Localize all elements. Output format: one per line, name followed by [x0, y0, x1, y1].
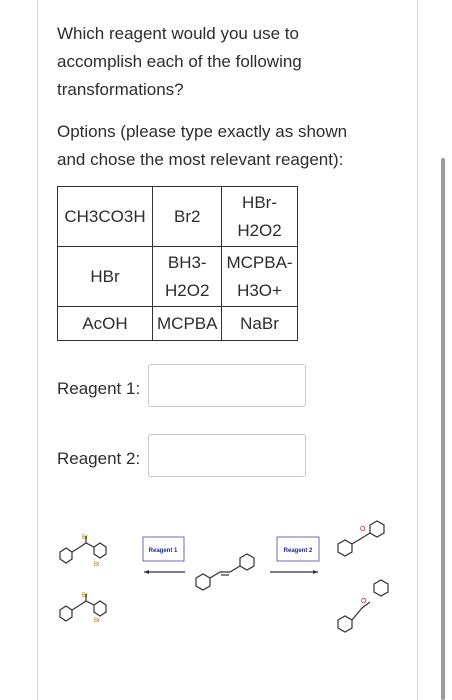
bromine-label: Br [82, 593, 88, 599]
option-cell: NaBr [222, 307, 297, 341]
option-cell [222, 247, 297, 307]
oxygen-label: O [361, 598, 367, 605]
option-cell: CH3CO3H [58, 187, 153, 247]
bromine-label: Br [94, 618, 100, 624]
option-cell: AcOH [58, 307, 153, 341]
option-cell [153, 247, 222, 307]
options-table [57, 186, 298, 341]
option-line: BH3- H2O2 [165, 252, 210, 300]
options-row [58, 307, 298, 341]
option-line: MCPBA- H3O+ [226, 252, 293, 300]
reagent2-input[interactable] [148, 434, 306, 477]
option-cell: MCPBA [153, 307, 222, 341]
stilbene-structure [196, 554, 254, 590]
reagent2-label: Reagent 2: [57, 449, 141, 468]
bromine-label: Br [82, 535, 88, 541]
reagent2-box-label: Reagent 2 [283, 548, 313, 554]
options-instruction: Options (please type exactly as shown and chose the most relevant reagent): [57, 122, 348, 169]
question-text: Which reagent would you use to accomplish each of the following transformations? [57, 24, 302, 99]
options-row [58, 187, 298, 247]
oxygen-label: O [360, 526, 366, 533]
reaction-arrowhead-1 [144, 570, 149, 574]
option-cell: Br2 [153, 187, 222, 247]
reaction-scheme [0, 500, 452, 700]
option-line: HBr- H2O2 [237, 192, 282, 240]
reaction-arrowhead-2 [313, 570, 318, 574]
reagent1-label: Reagent 1: [57, 379, 141, 398]
options-row [58, 247, 298, 307]
bromine-label: Br [94, 562, 100, 568]
reagent1-input[interactable] [148, 364, 306, 407]
option-cell [222, 187, 297, 247]
epoxide-structure-2 [338, 580, 388, 632]
option-cell: HBr [58, 247, 153, 307]
reagent1-box-label: Reagent 1 [148, 548, 178, 554]
